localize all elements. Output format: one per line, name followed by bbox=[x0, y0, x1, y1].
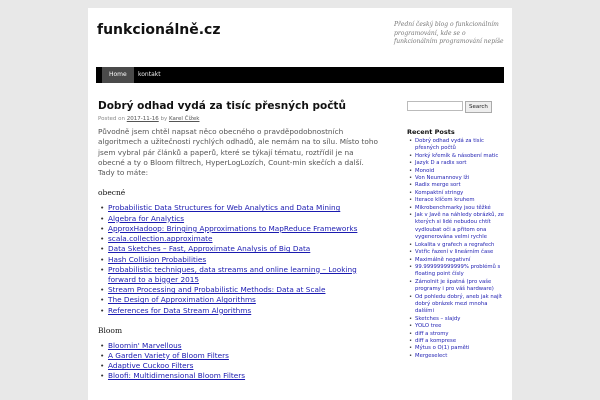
recent-post-link[interactable]: • 99.999999999999% problémů s floating point čísly bbox=[415, 264, 504, 279]
post-author[interactable]: Karel Čížek bbox=[168, 116, 200, 122]
article-link[interactable]: • References for Data Stream Algorithms bbox=[108, 306, 378, 316]
recent-post-link[interactable]: • Lokalita v grafech a regrafech bbox=[415, 242, 504, 249]
recent-post-link[interactable]: • diff a stromy bbox=[415, 331, 504, 338]
section-heading-bloom: Bloom bbox=[98, 325, 123, 335]
search-input[interactable] bbox=[407, 101, 463, 111]
recent-post-link[interactable]: • Sketches – slajdy bbox=[415, 316, 504, 323]
article-link[interactable]: • Data Sketches – Fast, Approximate Analysis of Big Data bbox=[108, 244, 378, 254]
post-date[interactable]: 2017-11-16 bbox=[126, 116, 159, 122]
recent-post-link[interactable]: • Maximálně negativní bbox=[415, 257, 504, 264]
article-link[interactable]: • Probabilistic Data Structures for Web Analytics and Data Mining bbox=[108, 203, 378, 213]
recent-post-link[interactable]: • Monoid bbox=[415, 168, 504, 175]
nav-home[interactable]: Home bbox=[102, 67, 134, 83]
article-link[interactable]: • Probabilistic techniques, data streams and online learning – Looking forward to a bigger 2015 bbox=[108, 265, 378, 285]
article-link[interactable]: • Bloomin' Marvellous bbox=[108, 341, 378, 351]
search-form bbox=[407, 101, 504, 113]
post-title[interactable]: Dobrý odhad vydá za tisíc přesných počtů bbox=[98, 100, 346, 112]
article-link[interactable]: • Stream Processing and Probabilistic Methods: Data at Scale bbox=[108, 285, 378, 295]
article-link[interactable]: • Bloofi: Multidimensional Bloom Filters bbox=[108, 371, 378, 381]
recent-post-link[interactable]: • Jazyk D a radix sort bbox=[415, 160, 504, 167]
recent-post-link[interactable]: • Mýtus o O(1) paměti bbox=[415, 345, 504, 352]
site-title[interactable]: funkcionálně.cz bbox=[97, 22, 221, 38]
article-link[interactable]: • Adaptive Cuckoo Filters bbox=[108, 361, 378, 371]
recent-posts-list bbox=[407, 138, 504, 360]
sidebar bbox=[407, 101, 504, 360]
recent-post-link[interactable]: • Iterace klíčem kruhem bbox=[415, 197, 504, 204]
nav-kontakt[interactable]: kontakt bbox=[138, 71, 161, 78]
link-list-bloom bbox=[98, 341, 378, 382]
search-button[interactable]: Search bbox=[465, 101, 492, 113]
recent-post-link[interactable]: • Od pohledu dobrý, aneb jak najít dobrý obrázek mezi mnoha dalšími bbox=[415, 294, 504, 316]
link-list-obecne bbox=[98, 203, 378, 315]
recent-post-link[interactable]: • YOLO tree bbox=[415, 323, 504, 330]
main-content bbox=[98, 100, 378, 382]
article-link[interactable]: • Algebra for Analytics bbox=[108, 214, 378, 224]
recent-post-link[interactable]: • Mikrobenchmarky jsou těžké bbox=[415, 205, 504, 212]
page bbox=[88, 8, 512, 400]
recent-post-link[interactable]: • Zámolnit je špatná (pro vaše programy i pro váš hardware) bbox=[415, 279, 504, 294]
meta-prefix: Posted on bbox=[98, 116, 125, 122]
recent-post-link[interactable]: • Vstřic řazení v lineárním čase bbox=[415, 249, 504, 256]
article-link[interactable]: • A Garden Variety of Bloom Filters bbox=[108, 351, 378, 361]
meta-by: by bbox=[160, 116, 168, 122]
post-meta bbox=[98, 116, 378, 122]
recent-post-link[interactable]: • Kompaktní stringy bbox=[415, 190, 504, 197]
section-heading-obecne: obecné bbox=[98, 188, 126, 198]
recent-post-link[interactable]: • diff a komprese bbox=[415, 338, 504, 345]
recent-post-link[interactable]: • Jak v Javě na náhledy obrázků, ze kterých si lidé nebudou chtít vydloubat oči a přitom ona vygenerována velmi rychle bbox=[415, 212, 504, 242]
post-intro: Původně jsem chtěl napsat něco obecného o pravděpodobnostních algoritmech a užitečnosti rychlých odhadů, ale nemám na to sílu. Místo toho jsem vybral pár článků a paperů, které se týkají tématu, roztřídil je na obecné a ty o Bloom filtrech, HyperLogLozích, Count-min skečích a další. Tady to máte: bbox=[98, 127, 378, 178]
recent-post-link[interactable]: • Von Neumannovy lži bbox=[415, 175, 504, 182]
recent-post-link[interactable]: • Radix merge sort bbox=[415, 182, 504, 189]
main-nav bbox=[96, 67, 504, 83]
article-link[interactable]: • ApproxHadoop: Bringing Approximations to MapReduce Frameworks bbox=[108, 224, 378, 234]
article-link[interactable]: • scala.collection.approximate bbox=[108, 234, 378, 244]
recent-posts-heading: Recent Posts bbox=[407, 128, 455, 136]
site-tagline: Přední český blog o funkcionálním programování, kde se o funkcionálním programování nepíše bbox=[394, 21, 504, 46]
article-link[interactable]: • The Design of Approximation Algorithms bbox=[108, 295, 378, 305]
recent-post-link[interactable]: • Mergeselect bbox=[415, 353, 504, 360]
recent-post-link[interactable]: • Horký křemík & násobení matic bbox=[415, 153, 504, 160]
article-link[interactable]: • Hash Collision Probabilities bbox=[108, 255, 378, 265]
recent-post-link[interactable]: • Dobrý odhad vydá za tisíc přesných počtů bbox=[415, 138, 504, 153]
